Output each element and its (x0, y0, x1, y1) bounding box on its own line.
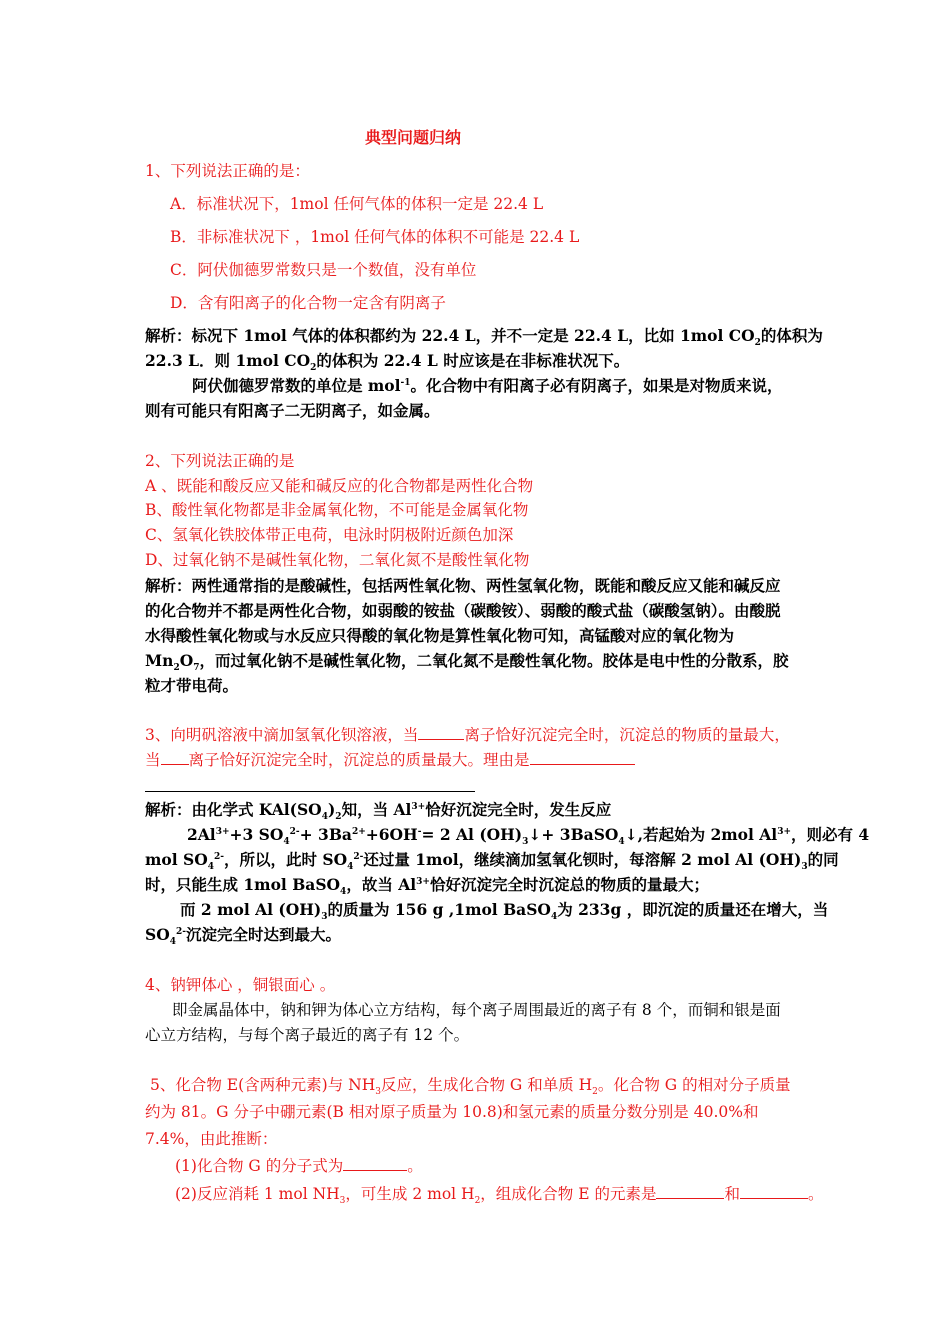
q5-part2: (2)反应消耗 1 mol $NH_3$，可生成 2 mol $H_2$，组成化合物 E 的元素是 和 。 (175, 1185, 824, 1207)
q3-blank-reason[interactable] (530, 750, 635, 765)
q5-blank-element2[interactable] (740, 1184, 808, 1199)
q3-explanation-line5: 而 2 mol Al $(OH)_3$的质量为 156 g ,1mol BaSO$_4$为 233g ，即沉淀的质量还在增大，当 (180, 900, 829, 923)
q2-explanation-line4: $Mn_2O_7$，而过氧化钠不是碱性氧化物，二氧化氮不是酸性氧化物。胶体是电中性的分散系，胶 (145, 651, 789, 674)
q1-explanation-line1: 解析：标况下 1mol 气体的体积都约为 22.4 L，并不一定是 22.4 L，比如 1mol $CO_2$的体积为 (145, 326, 823, 349)
q1-explanation-line4: 则有可能只有阳离子二无阴离子，如金属。 (145, 401, 440, 420)
q3-explanation-line1: 解析：由化学式 $KAl(SO_4)_2$知，当 $Al^{3+}$恰好沉淀完全时，发生反应 (145, 800, 612, 823)
q2-explanation-line3: 水得酸性氧化物或与水反应只得酸的氧化物是算性氧化物可知，高锰酸对应的氧化物为 (145, 626, 735, 645)
q5-stem-line3: 7.4%，由此推断： (145, 1130, 278, 1148)
q4-stem: 4、钠钾体心 ，铜银面心 。 (145, 976, 336, 994)
q2-explanation-line2: 的化合物并不都是两性化合物，如弱酸的铵盐（碳酸铵）、弱酸的酸式盐（碳酸氢钠）。由酸脱 (145, 601, 781, 620)
q3-explanation-line4: 时，只能生成 1mol BaSO$_4$，故当 $Al^{3+}$恰好沉淀完全时沉淀总的物质的量最大； (145, 875, 709, 898)
q1-option-b: B．非标准状况下 ，1mol 任何气体的体积不可能是 22.4 L (170, 228, 580, 246)
q1-explanation-line3: 阿伏伽德罗常数的单位是 mol$^{-1}$。化合物中有阳离子必有阴离子，如果是对物质来说， (192, 376, 783, 395)
q3-answer-line[interactable] (145, 791, 475, 792)
q5-stem-line1: 5、化合物 E(含两种元素)与 $NH_3$反应，生成化合物 G 和单质 $H_2$。化合物 G 的相对分子质量 (150, 1076, 791, 1098)
q2-stem: 2、下列说法正确的是 (145, 452, 295, 470)
q3-blank-1[interactable] (418, 725, 464, 740)
q5-part1: (1)化合物 G 的分子式为 。 (175, 1157, 423, 1175)
q2-option-d: D、过氧化钠不是碱性氧化物，二氧化氮不是酸性氧化物 (145, 551, 530, 569)
q3-stem-line1: 3、向明矾溶液中滴加氢氧化钡溶液，当 离子恰好沉淀完全时，沉淀总的物质的量最大， (145, 726, 790, 744)
q2-explanation-line1: 解析：两性通常指的是酸碱性，包括两性氧化物、两性氢氧化物，既能和酸反应又能和碱反应 (145, 576, 781, 595)
q2-explanation-line5: 粒才带电荷。 (145, 676, 239, 695)
q3-equation: $2Al^{3+}+3$ $SO_4^{2-}+ 3Ba^{2+}+6OH^-= 2$ Al $(OH)_3↓+$ 3BaSO$_4$↓,若起始为 2mol $Al^{3+}$，则必有 4 (187, 825, 870, 848)
q3-blank-2[interactable] (161, 750, 189, 765)
q1-option-d: D．含有阳离子的化合物一定含有阴离子 (170, 294, 446, 312)
q3-stem-line2: 当 离子恰好沉淀完全时，沉淀总的质量最大。理由是 (145, 750, 635, 770)
q3-explanation-line3: mol $SO_4^{2-}$，所以，此时 $SO_4^{2-}$还过量 1mol，继续滴加氢氧化钡时，每溶解 2 mol Al $(OH)_3$的同 (145, 850, 839, 873)
q2-option-c: C、氢氧化铁胶体带正电荷，电泳时阴极附近颜色加深 (145, 526, 514, 544)
q2-option-a: A 、既能和酸反应又能和碱反应的化合物都是两性化合物 (145, 477, 534, 495)
q1-option-a: A．标准状况下，1mol 任何气体的体积一定是 22.4 L (170, 195, 544, 213)
q5-stem-line2: 约为 81。G 分子中硼元素(B 相对原子质量为 10.8)和氢元素的质量分数分别是 40.0%和 (145, 1103, 759, 1121)
q4-explanation-line2: 心立方结构，与每个离子最近的离子有 12 个。 (145, 1026, 470, 1044)
q5-blank-element1[interactable] (656, 1184, 724, 1199)
q3-explanation-line6: $SO_4^{2-}$沉淀完全时达到最大。 (145, 925, 341, 948)
q5-blank-formula[interactable] (343, 1156, 407, 1171)
q4-explanation-line1: 即金属晶体中，钠和钾为体心立方结构，每个离子周围最近的离子有 8 个，而铜和银是面 (172, 1001, 781, 1019)
q1-explanation-line2: 22.3 L．则 1mol $CO_2$的体积为 22.4 L 时应该是在非标准状况下。 (145, 351, 630, 374)
page-title: 典型问题归纳 (365, 128, 462, 147)
q1-option-c: C．阿伏伽德罗常数只是一个数值，没有单位 (170, 261, 477, 279)
q1-stem: 1、下列说法正确的是： (145, 162, 310, 180)
q2-option-b: B、酸性氧化物都是非金属氧化物，不可能是金属氧化物 (145, 501, 529, 519)
